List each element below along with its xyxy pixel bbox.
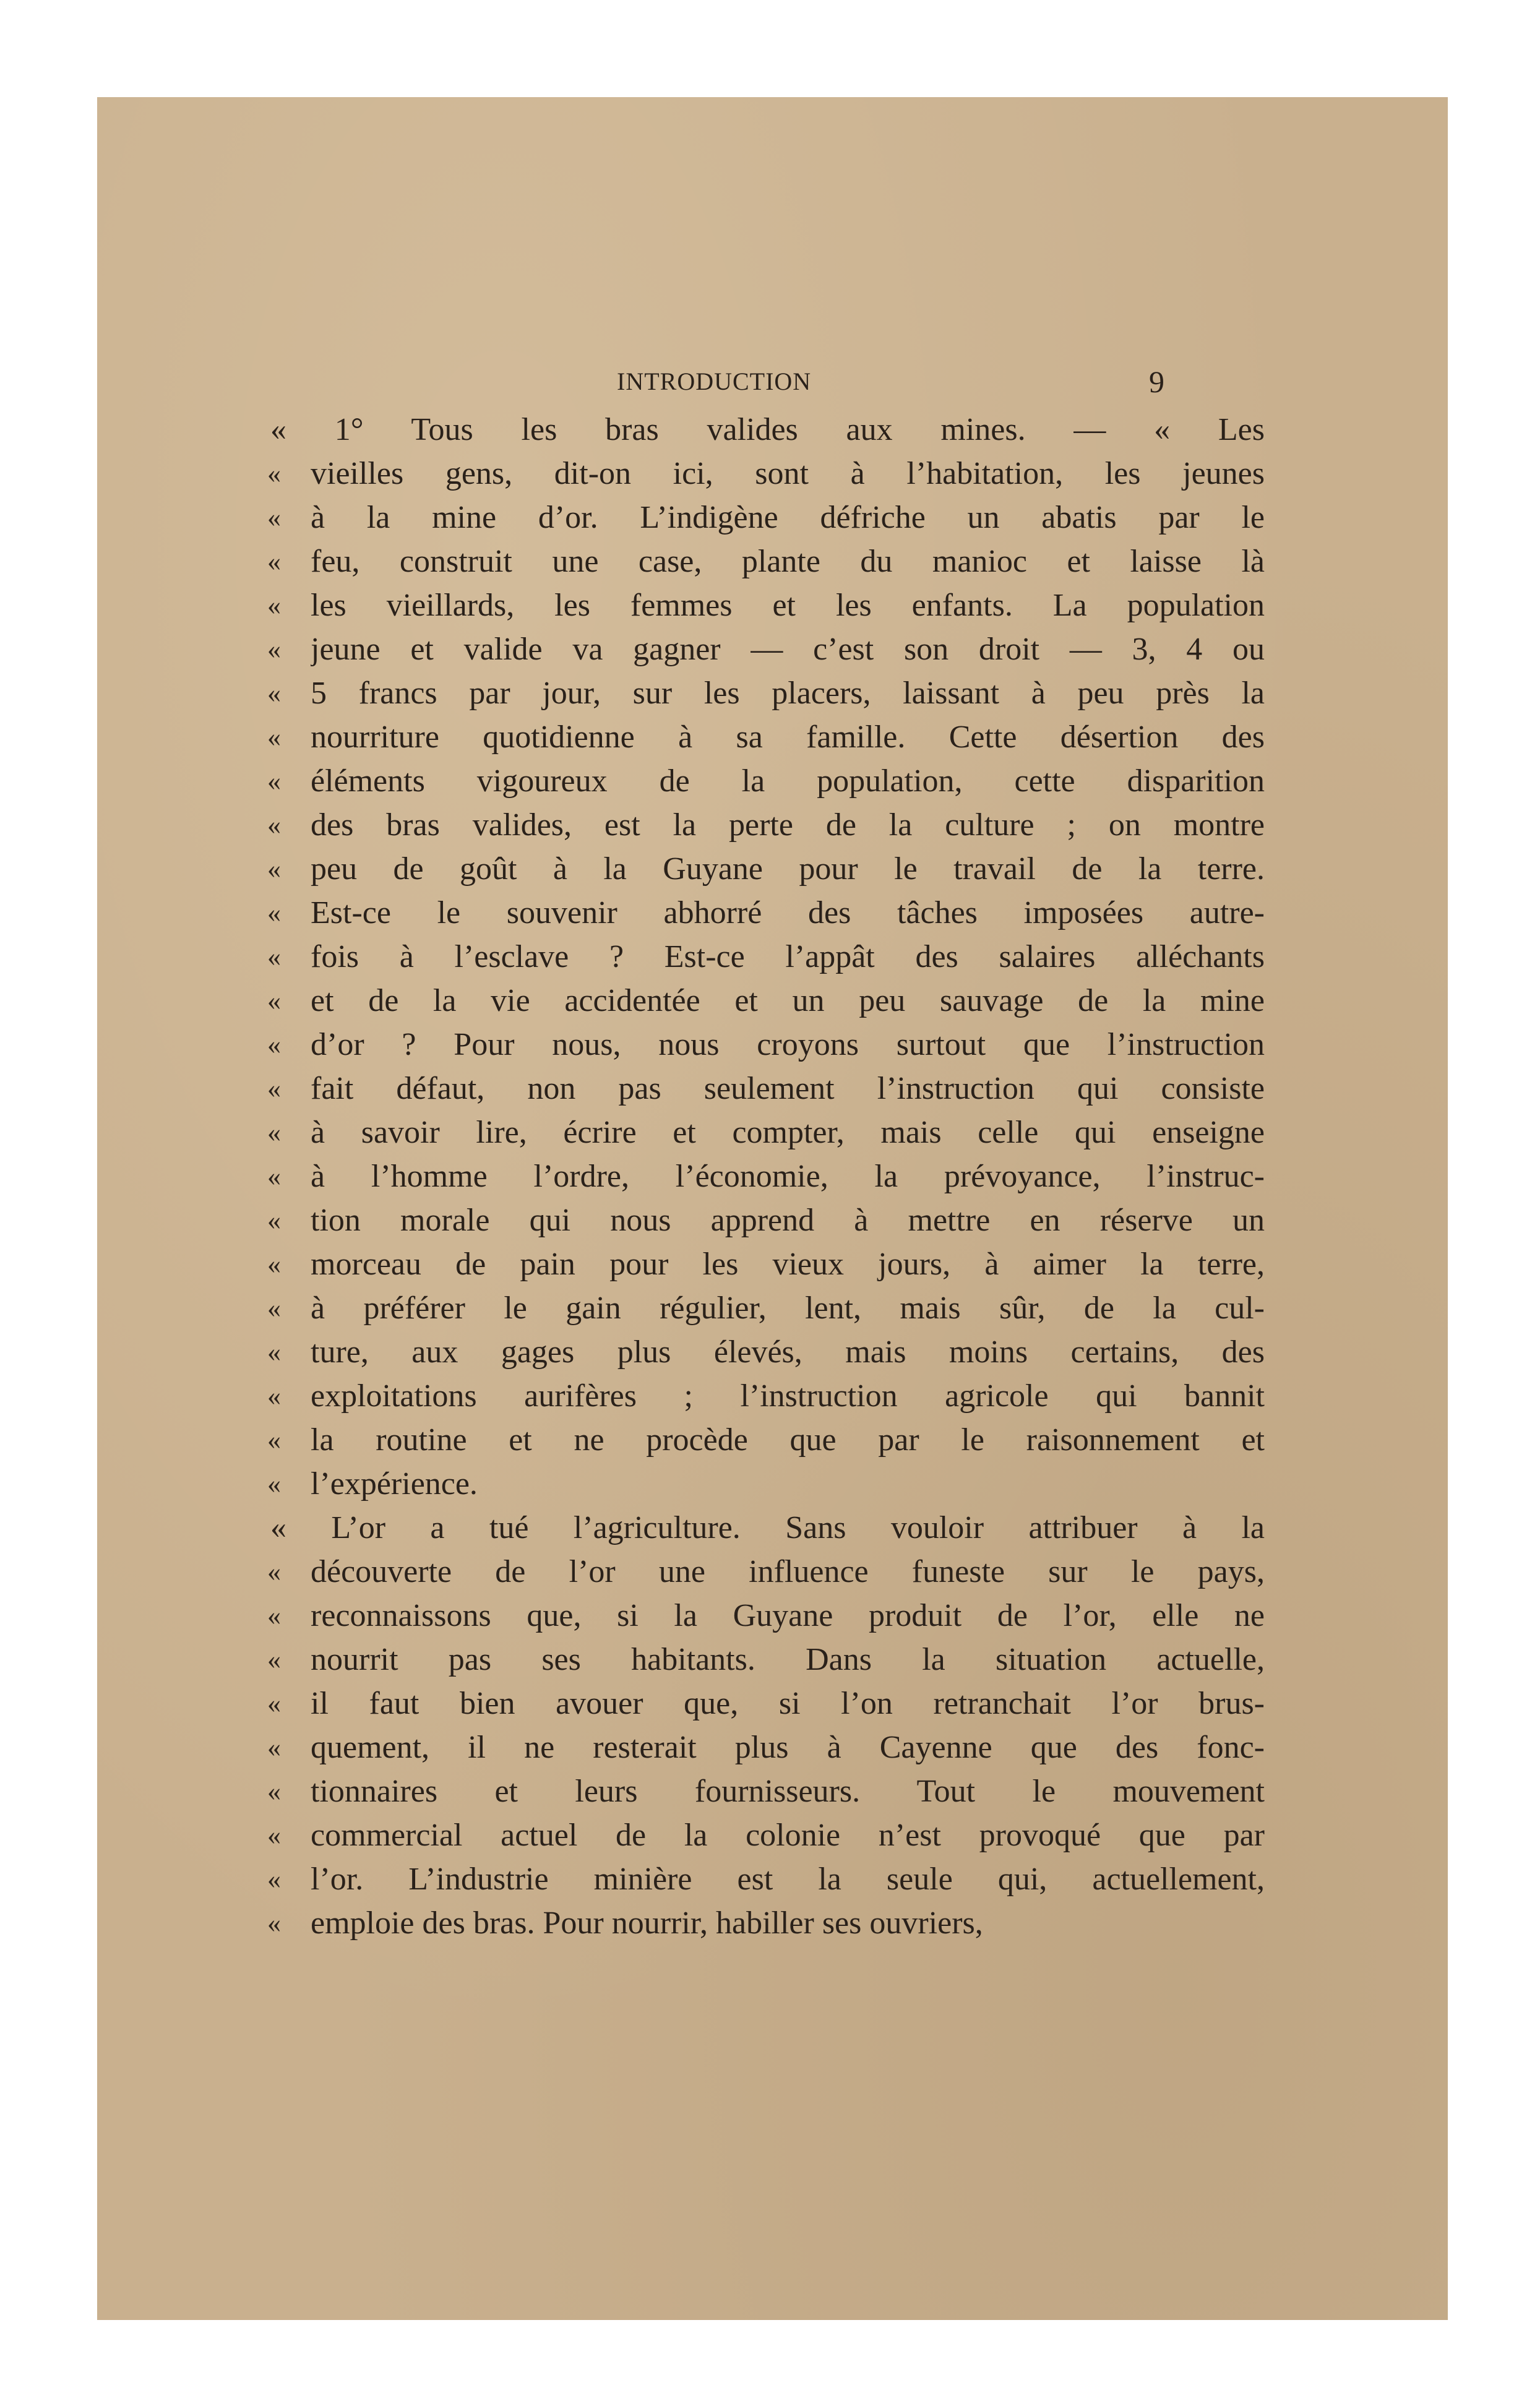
quote-mark: « <box>267 590 281 621</box>
quote-mark: « <box>267 1249 281 1279</box>
text-line <box>97 1769 1448 1813</box>
text-line <box>97 803 1448 847</box>
line-text: « 1° Tous les bras valides aux mines. — « Les <box>270 412 1265 447</box>
line-text: exploitations aurifères ; l’instruction agricole qui bannit <box>311 1378 1265 1414</box>
quote-mark: « <box>267 1381 281 1411</box>
text-line <box>97 1857 1448 1901</box>
text-line <box>97 1682 1448 1725</box>
quote-mark: « <box>267 898 281 928</box>
quote-mark: « <box>267 810 281 840</box>
quote-mark: « <box>267 1337 281 1367</box>
text-line <box>97 1111 1448 1154</box>
line-text: à la mine d’or. L’indigène défriche un abatis par le <box>311 500 1265 535</box>
line-text: l’expérience. <box>311 1466 478 1502</box>
quote-mark: « <box>267 1776 281 1807</box>
text-line <box>97 1154 1448 1198</box>
text-line <box>97 627 1448 671</box>
quote-mark: « <box>267 766 281 796</box>
text-line <box>97 1374 1448 1418</box>
quote-mark: « <box>267 458 281 489</box>
line-text: à savoir lire, écrire et compter, mais celle qui enseigne <box>311 1115 1265 1150</box>
line-text: l’or. L’industrie minière est la seule qui, actuellement, <box>311 1862 1265 1897</box>
text-line <box>97 1198 1448 1242</box>
quote-mark: « <box>267 1732 281 1763</box>
quote-mark: « <box>267 854 281 884</box>
line-text: vieilles gens, dit-on ici, sont à l’habitation, les jeunes <box>311 456 1265 491</box>
text-line <box>97 715 1448 759</box>
quote-mark: « <box>267 1161 281 1192</box>
line-text: reconnaissons que, si la Guyane produit de l’or, elle ne <box>311 1598 1265 1633</box>
text-line <box>97 1550 1448 1594</box>
line-text: tionnaires et leurs fournisseurs. Tout le mouvement <box>311 1774 1265 1809</box>
quote-mark: « <box>267 1117 281 1148</box>
quote-mark: « <box>267 1073 281 1104</box>
text-line <box>97 671 1448 715</box>
text-line <box>97 1067 1448 1111</box>
line-text: la routine et ne procède que par le raisonnement et <box>311 1422 1265 1458</box>
line-text: éléments vigoureux de la population, cette disparition <box>311 763 1265 799</box>
text-line <box>97 1638 1448 1682</box>
quote-mark: « <box>267 1644 281 1675</box>
text-line <box>97 979 1448 1023</box>
line-text: découverte de l’or une influence funeste sur le pays, <box>311 1554 1265 1589</box>
line-text: il faut bien avouer que, si l’on retranchait l’or brus- <box>311 1686 1265 1721</box>
text-line <box>97 1286 1448 1330</box>
line-text: à préférer le gain régulier, lent, mais sûr, de la cul- <box>311 1291 1265 1326</box>
line-text: « L’or a tué l’agriculture. Sans vouloir attribuer à la <box>270 1510 1265 1545</box>
quote-mark: « <box>267 722 281 752</box>
quote-mark: « <box>267 634 281 664</box>
quote-mark: « <box>267 678 281 708</box>
text-line <box>97 1023 1448 1067</box>
line-text: des bras valides, est la perte de la culture ; on montre <box>311 807 1265 843</box>
text-line <box>97 1594 1448 1638</box>
quote-mark: « <box>267 1469 281 1499</box>
quote-mark: « <box>267 502 281 533</box>
line-text: fait défaut, non pas seulement l’instruction qui consiste <box>311 1071 1265 1106</box>
text-line <box>97 583 1448 627</box>
line-text: jeune et valide va gagner — c’est son droit — 3, 4 ou <box>311 632 1265 667</box>
quote-mark: « <box>267 1820 281 1850</box>
line-text: d’or ? Pour nous, nous croyons surtout que l’instruction <box>311 1027 1265 1062</box>
line-text: fois à l’esclave ? Est-ce l’appât des salaires alléchants <box>311 939 1265 974</box>
line-text: peu de goût à la Guyane pour le travail de la terre. <box>311 851 1265 887</box>
quote-mark: « <box>267 1600 281 1631</box>
quote-mark: « <box>267 546 281 577</box>
text-line <box>97 759 1448 803</box>
text-line <box>97 1901 1448 1945</box>
quote-mark: « <box>267 1425 281 1455</box>
line-text: feu, construit une case, plante du manioc et laisse là <box>311 544 1265 579</box>
line-text: tion morale qui nous apprend à mettre en réserve un <box>311 1203 1265 1238</box>
quote-mark: « <box>267 1293 281 1323</box>
quote-mark: « <box>267 1557 281 1587</box>
quote-mark: « <box>267 986 281 1016</box>
text-line <box>97 408 1448 452</box>
text-line <box>97 1462 1448 1506</box>
text-line <box>97 1725 1448 1769</box>
page-number: 9 <box>1149 364 1164 399</box>
line-text: morceau de pain pour les vieux jours, à aimer la terre, <box>311 1247 1265 1282</box>
text-line <box>97 935 1448 979</box>
quote-mark: « <box>267 942 281 972</box>
line-text: nourrit pas ses habitants. Dans la situation actuelle, <box>311 1642 1265 1677</box>
line-text: et de la vie accidentée et un peu sauvage de la mine <box>311 983 1265 1018</box>
text-line <box>97 452 1448 496</box>
line-text: les vieillards, les femmes et les enfants. La population <box>311 588 1265 623</box>
line-text: emploie des bras. Pour nourrir, habiller ses ouvriers, <box>311 1905 983 1941</box>
line-text: 5 francs par jour, sur les placers, laissant à peu près la <box>311 676 1265 711</box>
quote-mark: « <box>267 1864 281 1894</box>
text-line <box>97 1242 1448 1286</box>
text-line <box>97 1813 1448 1857</box>
quote-mark: « <box>267 1205 281 1235</box>
line-text: Est-ce le souvenir abhorré des tâches imposées autre- <box>311 895 1265 930</box>
text-line <box>97 1330 1448 1374</box>
quote-mark: « <box>267 1688 281 1719</box>
scanned-page <box>97 97 1448 2320</box>
running-head-title: INTRODUCTION <box>617 367 812 395</box>
quote-mark: « <box>267 1908 281 1938</box>
line-text: quement, il ne resterait plus à Cayenne que des fonc- <box>311 1730 1265 1765</box>
quote-mark: « <box>267 1029 281 1060</box>
line-text: nourriture quotidienne à sa famille. Cette désertion des <box>311 720 1265 755</box>
line-text: à l’homme l’ordre, l’économie, la prévoyance, l’instruc- <box>311 1159 1265 1194</box>
text-line <box>97 891 1448 935</box>
text-line <box>97 1506 1448 1550</box>
text-line <box>97 1418 1448 1462</box>
text-line <box>97 847 1448 891</box>
text-line <box>97 539 1448 583</box>
text-line <box>97 496 1448 539</box>
running-header <box>97 363 1448 400</box>
line-text: ture, aux gages plus élevés, mais moins certains, des <box>311 1334 1265 1370</box>
line-text: commercial actuel de la colonie n’est provoqué que par <box>311 1818 1265 1853</box>
